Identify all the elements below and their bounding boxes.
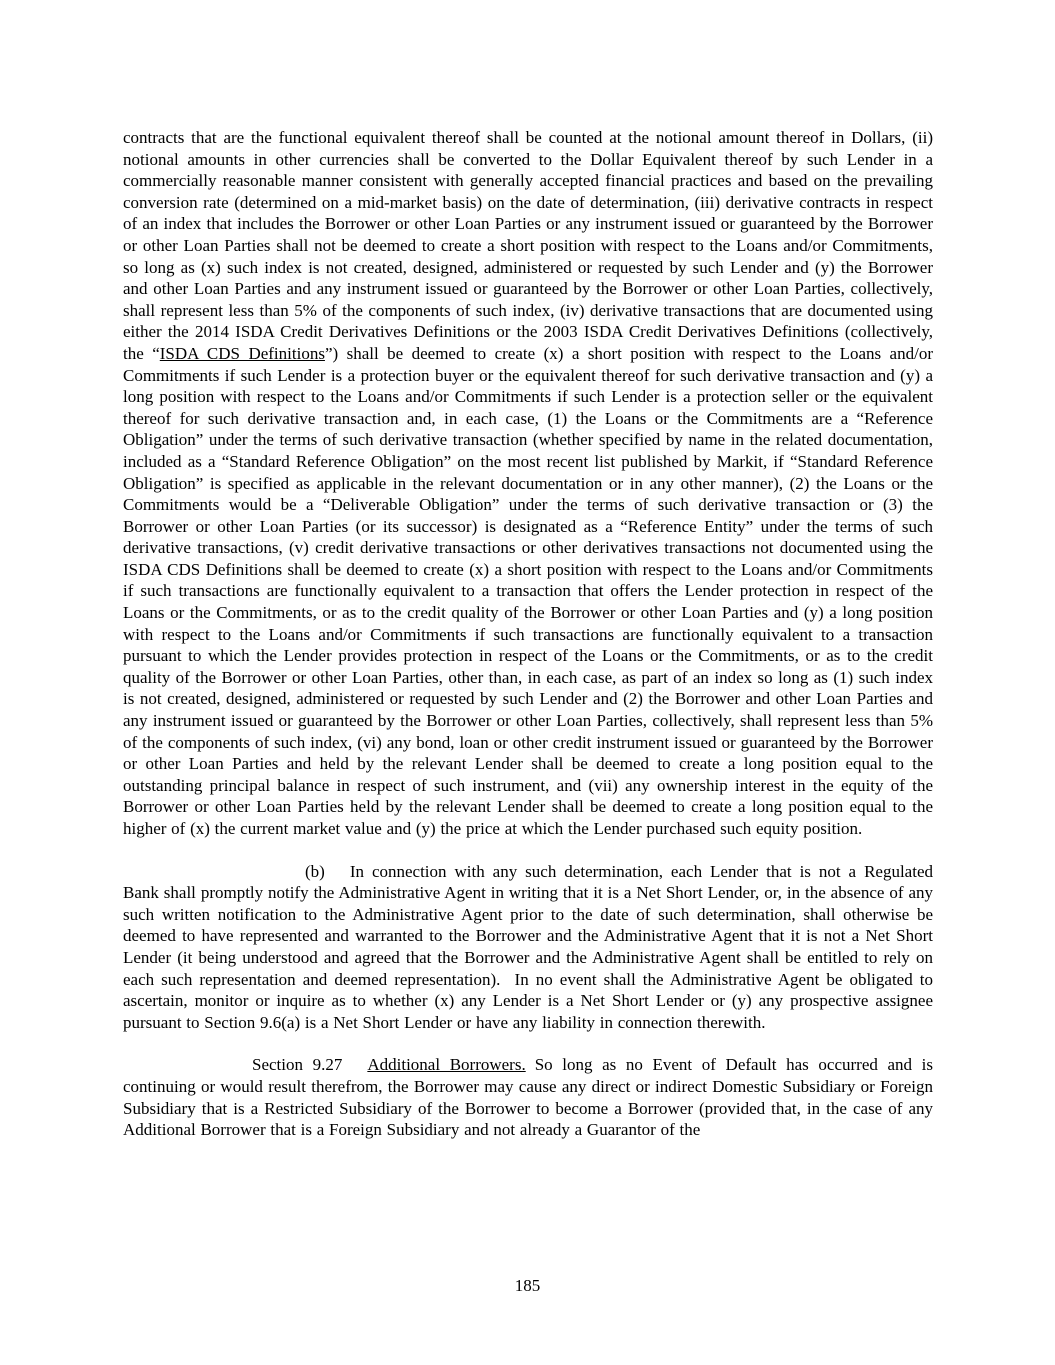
paragraph-text-pre: contracts that are the functional equivalent thereof shall be counted at the notional amount thereof in Dollars, (ii) notional amounts in other currencies shall be converted to the Dollar Equivalent thereof by such Lender in a commercially reasonable manner consistent with generally accepted financial practices and based on the prevailing conversion rate (determined on a mid-market basis) on the date of determination, (iii) derivative contracts in respect of an index that includes the Borrower or other Loan Parties or any instrument issued or guaranteed by the Borrower or other Loan Parties shall not be deemed to create a short position with respect to the Loans and/or Commitments, so long as (x) such index is not created, designed, administered or requested by such Lender and (y) the Borrower and other Loan Parties and any instrument issued or guaranteed by the Borrower or other Loan Parties, collectively, shall represent less than 5% of the components of such index, (iv) derivative transactions that are documented using either the 2014 ISDA Credit Derivatives Definitions or the 2003 ISDA Credit Derivatives Definitions (collectively, the “ [123,128,933,363]
clause-label: (b) [305,861,325,881]
paragraph-section-9-27 [123,1054,933,1140]
section-heading: Additional Borrowers. [367,1055,526,1075]
page-body [123,127,933,1141]
page-number: 185 [514,1276,541,1295]
paragraph-continuation [123,127,933,840]
paragraph-text: In connection with any such determination, each Lender that is not a Regulated Bank shall promptly notify the Administrative Agent in writing that it is a Net Short Lender, or, in the absence of any such written notification to the Administrative Agent prior to the date of such determination, shall otherwise be deemed to have represented and warranted to the Borrower and the Administrative Agent that it is not a Net Short Lender (it being understood and agreed that the Borrower and the Administrative Agent shall be entitled to rely on each such representation and deemed representation). In no event shall the Administrative Agent be obligated to ascertain, monitor or inquire as to whether (x) any Lender is a Net Short Lender or (y) any prospective assignee pursuant to Section 9.6(a) is a Net Short Lender or have any liability in connection therewith. [123,861,933,1032]
paragraph-text: So long as no Event of Default has occurred and is continuing or would result therefrom, the Borrower may cause any direct or indirect Domestic Subsidiary or Foreign Subsidiary that is a Restricted Subsidiary of the Borrower to become a Borrower (provided that, in the case of any Additional Borrower that is a Foreign Subsidiary and not already a Guarantor of the [123,1055,933,1140]
paragraph-clause-b [123,861,933,1034]
section-number: Section 9.27 [252,1055,343,1075]
paragraph-text-post: ”) shall be deemed to create (x) a short position with respect to the Loans and/or Commitments if such Lender is a protection buyer or the equivalent thereof for such derivative transaction and (y) a long position with respect to the Loans and/or Commitments if such Lender is a protection seller or the equivalent thereof for such derivative transaction and, in each case, (1) the Loans or the Commitments are a “Reference Obligation” under the terms of such derivative transaction (whether specified by name in the related documentation, included as a “Standard Reference Obligation” on the most recent list published by Markit, if “Standard Reference Obligation” is specified as applicable in the relevant documentation or in any other manner), (2) the Loans or the Commitments would be a “Deliverable Obligation” under the terms of such derivative transaction or (3) the Borrower or other Loan Parties (or its successor) is designated as a “Reference Entity” under the terms of such derivative transactions, (v) credit derivative transactions or other derivatives transactions not documented using the ISDA CDS Definitions shall be deemed to create (x) a short position with respect to the Loans and/or Commitments if such transactions are functionally equivalent to a transaction that offers the Lender protection in respect of the Loans or the Commitments, or as to the credit quality of the Borrower or other Loan Parties and (y) a long position with respect to the Loans and/or Commitments if such transactions are functionally equivalent to a transaction pursuant to which the Lender provides protection in respect of the Loans or the Commitments, or as to the credit quality of the Borrower or other Loan Parties, other than, in each case, as part of an index so long as (1) such index is not created, designed, administered or requested by such Lender and (2) the Borrower and other Loan Parties and any instrument issued or guaranteed by the Borrower or other Loan Parties, collectively, shall represent less than 5% of the components of such index, (vi) any bond, loan or other credit instrument issued or guaranteed by the Borrower or other Loan Parties and held by the relevant Lender shall be deemed to create a long position equal to the outstanding principal balance in respect of such instrument, and (vii) any ownership interest in the equity of the Borrower or other Loan Parties held by the relevant Lender shall be deemed to create a long position equal to the higher of (x) the current market value and (y) the price at which the Lender purchased such equity position. [123,343,933,838]
defined-term-isda-cds-definitions: ISDA CDS Definitions [159,343,325,363]
